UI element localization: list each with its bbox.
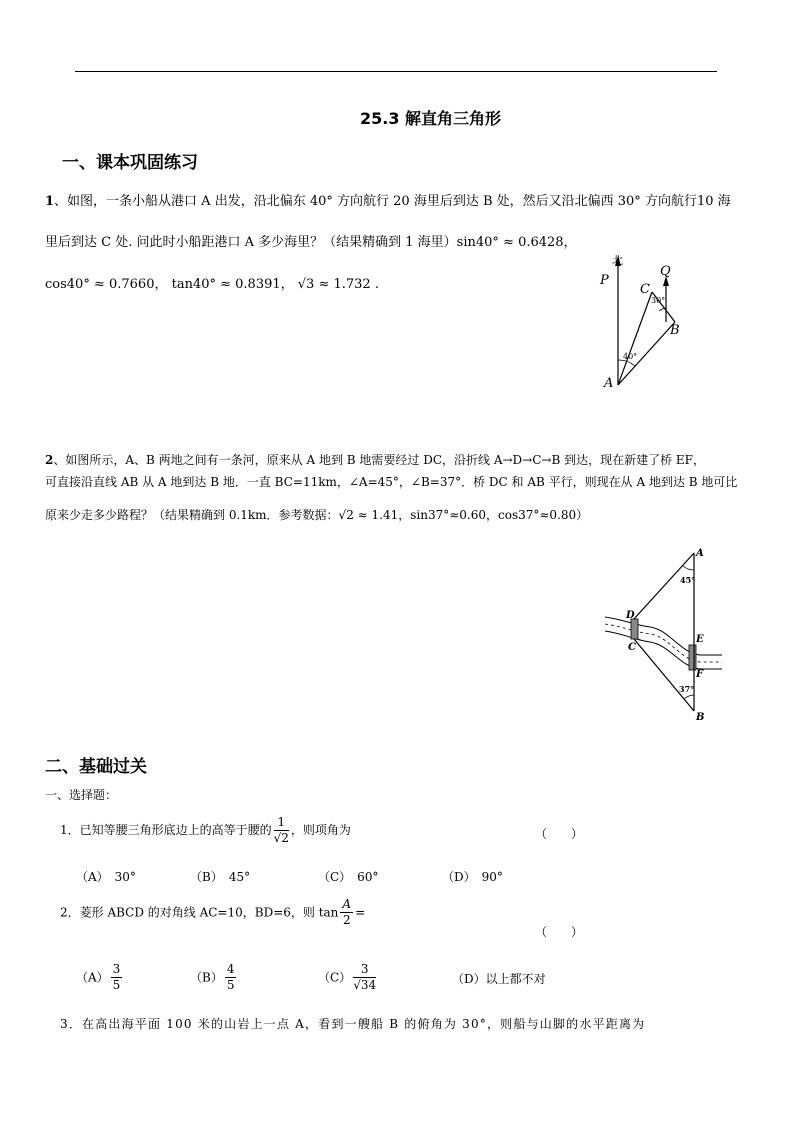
mc2-stem	[60, 897, 365, 928]
fig1-label-b: B	[670, 323, 680, 338]
mc2-option-c-den: √34	[353, 978, 377, 992]
mc2-answer-paren: （ ）	[535, 925, 584, 939]
mc2-option-c[interactable]	[318, 962, 378, 993]
mc1-option-c[interactable]: （C） 60°	[318, 870, 379, 884]
mc2-option-a-den: 5	[112, 978, 121, 992]
fig1-angle-30: 30°	[651, 296, 666, 305]
mc2-option-b-label: （B）	[190, 970, 223, 985]
figure-1-diagram	[590, 250, 700, 395]
mc2-option-a-num: 3	[112, 962, 121, 976]
q2-line1	[45, 451, 705, 469]
mc2-stem-b: =	[355, 905, 366, 920]
mc2-option-b-num: 4	[226, 962, 235, 976]
mc1-frac-num: 1	[274, 815, 289, 831]
subsection-choice: 一、选择题：	[45, 788, 118, 802]
mc1-answer-paren: （ ）	[535, 827, 584, 841]
figure-2-diagram	[600, 545, 725, 725]
mc2-option-c-label: （C）	[318, 970, 352, 985]
q1-text-1: 、如图，一条小船从港口 A 出发，沿北偏东 40° 方向航行 20 海里后到达 B 处，然后又沿北偏西 30° 方向航行10 海	[54, 194, 731, 209]
mc2-option-a[interactable]	[76, 962, 124, 993]
mc1-fraction	[274, 815, 289, 846]
q1-line1	[45, 193, 731, 211]
mc1-stem-b: ，则项角为	[290, 823, 351, 837]
mc2-option-c-frac	[353, 962, 376, 993]
fig2-angle-45: 45°	[680, 575, 696, 585]
mc2-option-d[interactable]: （D）以上都不对	[452, 972, 546, 986]
mc1-frac-den: √2	[273, 831, 289, 845]
mc2-option-b-den: 5	[226, 978, 235, 992]
section-heading-2: 二、基础过关	[45, 757, 147, 777]
q2-number: 2	[45, 453, 54, 467]
q2-line3: 原来少走多少路程？（结果精确到 0.1km．参考数据：√2 ≈ 1.41，sin37°≈0.60，cos37°≈0.80）	[45, 508, 589, 522]
fig2-label-d: D	[626, 610, 635, 621]
fig2-label-a: A	[696, 548, 704, 559]
mc2-fraction	[340, 897, 353, 928]
fig2-label-e: E	[696, 634, 704, 645]
mc3-stem: 3．在高出海平面 100 米的山岩上一点 A，看到一艘船 B 的俯角为 30°，则船与山脚的水平距离为	[60, 1017, 646, 1031]
fig1-label-q: Q	[660, 264, 671, 279]
fig2-angle-37: 37°	[679, 684, 695, 694]
mc1-option-b[interactable]: （B） 45°	[190, 870, 251, 884]
header-rule	[75, 71, 717, 72]
mc2-frac-den: 2	[342, 913, 351, 927]
fig1-label-a: A	[604, 376, 614, 391]
fig2-label-f: F	[696, 669, 704, 680]
fig2-label-b: B	[696, 712, 705, 723]
mc1-option-a[interactable]: （A） 30°	[76, 870, 136, 884]
fig2-label-c: C	[628, 642, 636, 653]
page-title: 25.3 解直角三角形	[360, 109, 502, 128]
q2-line2: 可直接沿直线 AB 从 A 地到达 B 地．一直 BC=11km，∠A=45°，∠B=37°．桥 DC 和 AB 平行，则现在从 A 地到达 B 地可比	[45, 475, 738, 489]
fig1-north-label: 北	[612, 254, 623, 267]
mc2-option-b-frac	[225, 962, 237, 993]
mc2-option-a-frac	[111, 962, 123, 993]
mc1-option-d[interactable]: （D） 90°	[442, 870, 503, 884]
mc1-stem	[60, 815, 351, 846]
q1-number: 1	[45, 194, 55, 209]
q1-line2: 里后到达 C 处. 问此时小船距港口 A 多少海里？（结果精确到 1 海里）sin40° ≈ 0.6428，	[45, 235, 577, 250]
q2-text-1: 、如图所示，A、B 两地之间有一条河，原来从 A 地到 B 地需要经过 DC，沿折线 A→D→C→B 到达，现在新建了桥 EF，	[53, 453, 706, 467]
mc2-option-b[interactable]	[190, 962, 238, 993]
mc2-option-c-num: 3	[353, 962, 376, 978]
fig1-label-c: C	[640, 282, 650, 297]
fig1-label-p: P	[600, 273, 609, 288]
mc2-frac-num: A	[342, 897, 352, 911]
mc1-stem-a: 1．已知等腰三角形底边上的高等于腰的	[60, 823, 272, 837]
section-heading-1: 一、课本巩固练习	[62, 153, 198, 173]
mc2-stem-a: 2．菱形 ABCD 的对角线 AC=10，BD=6，则 tan	[60, 905, 339, 920]
q1-line3: cos40° ≈ 0.7660， tan40° ≈ 0.8391， √3 ≈ 1.732 .	[45, 277, 379, 292]
fig1-angle-40: 40°	[623, 352, 638, 361]
mc2-option-a-label: （A）	[76, 970, 109, 985]
